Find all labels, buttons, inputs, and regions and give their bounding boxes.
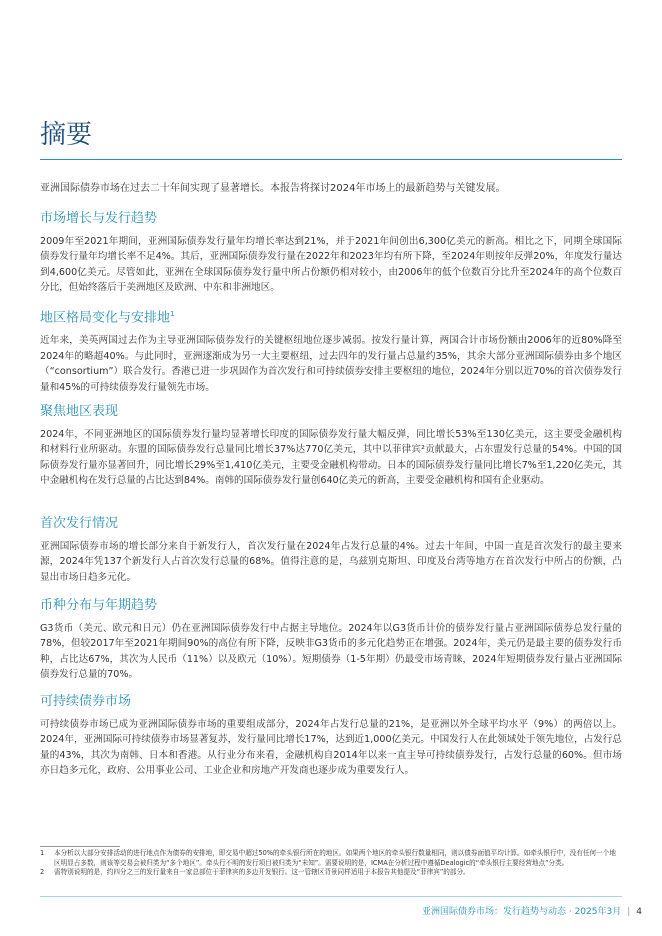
footnote-number: 1 (40, 849, 45, 857)
footnotes (40, 849, 622, 878)
footnote-ref[interactable]: 1 (170, 310, 175, 318)
section-body: G3货币（美元、欧元和日元）仍在亚洲国际债券发行中占据主导地位。2024年以G3货币计价的债券发行量占亚洲国际债券总发行量的78%，但较2017年至2021年期间90%的高位有所下降，反映非G3货币的多元化趋势正在增强。2024年，美元仍是最主要的债券发行币种，占比达67%，其次为人民币（11%）以及欧元（10%）。短期债券（1-5年期）仍最受市场青睐，2024年短期债券发行量占亚洲国际债券发行总量的70%。 (40, 623, 622, 681)
section-sustainable-bonds (40, 693, 622, 779)
section-body: 2024年，不同亚洲地区的国际债券发行量均显著增长印度的国际债券发行量大幅反弹，同比增长53%至130亿美元，这主要受金融机构和材料行业所驱动。东盟的国际债券发行总量同比增长37%达770亿美元，其中以菲律宾²贡献最大，占东盟发行总量的54%。中国的国际债券发行量亦显著回升，同比增长29%至1,410亿美元，主要受金融机构带动。日本的国际债券发行量同比增长7%至1,220亿美元，其中金融机构在发行总量的占比达到84%。南韩的国际债券发行量创640亿美元的新高，主要受金融机构和国有企业驱动。 (40, 429, 622, 487)
section-heading: 首次发行情况 (40, 516, 119, 531)
page-title: 摘要 (40, 120, 93, 150)
footnote-text: 本分析以大部分安排活动的进行地点作为债券的安排地，即交易中超过50%的牵头银行所在的地区。如果两个地区的牵头银行数量相同，则以债券面值平均计算。如牵头银行中，没有任何一个地区明显占多数，则该等交易会被归类为“多个地区”。牵头行不明的发行项目被归类为“未知”。需要说明的是，ICMA在分析过程中遵循Dealogic的“牵头银行主要经营地点”分类。 (54, 849, 616, 867)
section-heading: 币种分布与年期趋势 (40, 598, 158, 613)
section-body: 可持续债券市场已成为亚洲国际债券市场的重要组成部分，2024年占发行总量的21%，是亚洲以外全球平均水平（9%）的两倍以上。2024年，亚洲国际可持续债券市场显著复苏，发行量同比增长17%，达到近1,000亿美元。中国发行人在此领域处于领先地位，占发行总量的43%，其次为南韩、日本和香港。从行业分布来看，金融机构自2014年以来一直主导可持续债券发行，占发行总量的60%。但市场亦日趋多元化，政府、公用事业公司、工业企业和房地产开发商也逐步成为重要发行人。 (40, 719, 622, 777)
page-footer (422, 904, 642, 917)
section-first-issuance (40, 515, 622, 585)
section-market-growth (40, 210, 622, 296)
intro-paragraph: 亚洲国际债券市场在过去二十年间实现了显著增长。本报告将探讨2024年市场上的最新趋势与关键发展。 (40, 183, 506, 194)
footer-report-title: 亚洲国际债券市场：发行趋势与动态 (421, 907, 566, 917)
section-heading: 市场增长与发行趋势 (40, 211, 158, 226)
footnote-1 (40, 849, 622, 868)
section-heading: 聚焦地区表现 (40, 404, 119, 419)
section-currency-tenor (40, 597, 622, 683)
footnote-divider (40, 846, 120, 847)
footnote-text: 需特别说明的是，约四分之三的发行量来自一家总部位于菲律宾的多边开发银行。这一管辖区背景同样适用于本报告其他提及“菲律宾”的部分。 (54, 868, 470, 876)
footnote-2 (40, 868, 622, 878)
page-number: 4 (636, 907, 642, 917)
section-regional-performance (40, 403, 622, 489)
footer-date: 2025年3月 (574, 907, 622, 917)
footnote-number: 2 (40, 868, 45, 876)
footer-divider-bar: | (627, 907, 631, 917)
section-heading: 可持续债券市场 (40, 694, 132, 709)
footer-separator: · (565, 907, 575, 917)
section-heading: 地区格局变化与安排地$^1$ (40, 310, 175, 326)
section-body: 亚洲国际债券市场的增长部分来自于新发行人，首次发行量在2024年占发行总量的4%。过去十年间，中国一直是首次发行的最主要来源，2024年凭137个新发行人占首次发行总量的68%。值得注意的是，乌兹别克斯坦、印度及台湾等地方在首次发行中所占的份额，凸显出市场日趋多元化。 (40, 541, 622, 583)
footer-divider (40, 896, 622, 897)
title-divider (40, 159, 622, 160)
section-body: 2009年至2021年期间，亚洲国际债券发行量年均增长率达到21%，并于2021年间创出6,300亿美元的新高。相比之下，同期全球国际债券发行量年均增长率不足4%。其后，亚洲国际债券发行量在2022年和2023年均有所下降，至2024年则按年反弹20%，年度发行量达到4,600亿美元。尽管如此，亚洲在全球国际债券发行量中所占份额仍相对较小，由2006年的低个位数百分比升至2024年的高个位数百分比，但始终落后于美洲地区及欧洲、中东和非洲地区。 (40, 236, 622, 294)
section-regional-landscape (40, 305, 622, 395)
section-body: 近年来，美英两国过去作为主导亚洲国际债券发行的关键枢纽地位逐步减弱。按发行量计算，两国合计市场份额由2006年的近80%降至2024年的略超40%。与此同时，亚洲逐渐成为另一大主要枢纽，过去四年的发行量占总量约35%，其余大部分亚洲国际债券由多个地区（“consortium”）联合发行。香港已进一步巩固作为首次发行和可持续债券安排主要枢纽的地位，2024年分别以近70%的首次债券发行量和45%的可持续债券发行量领先市场。 (40, 335, 622, 393)
